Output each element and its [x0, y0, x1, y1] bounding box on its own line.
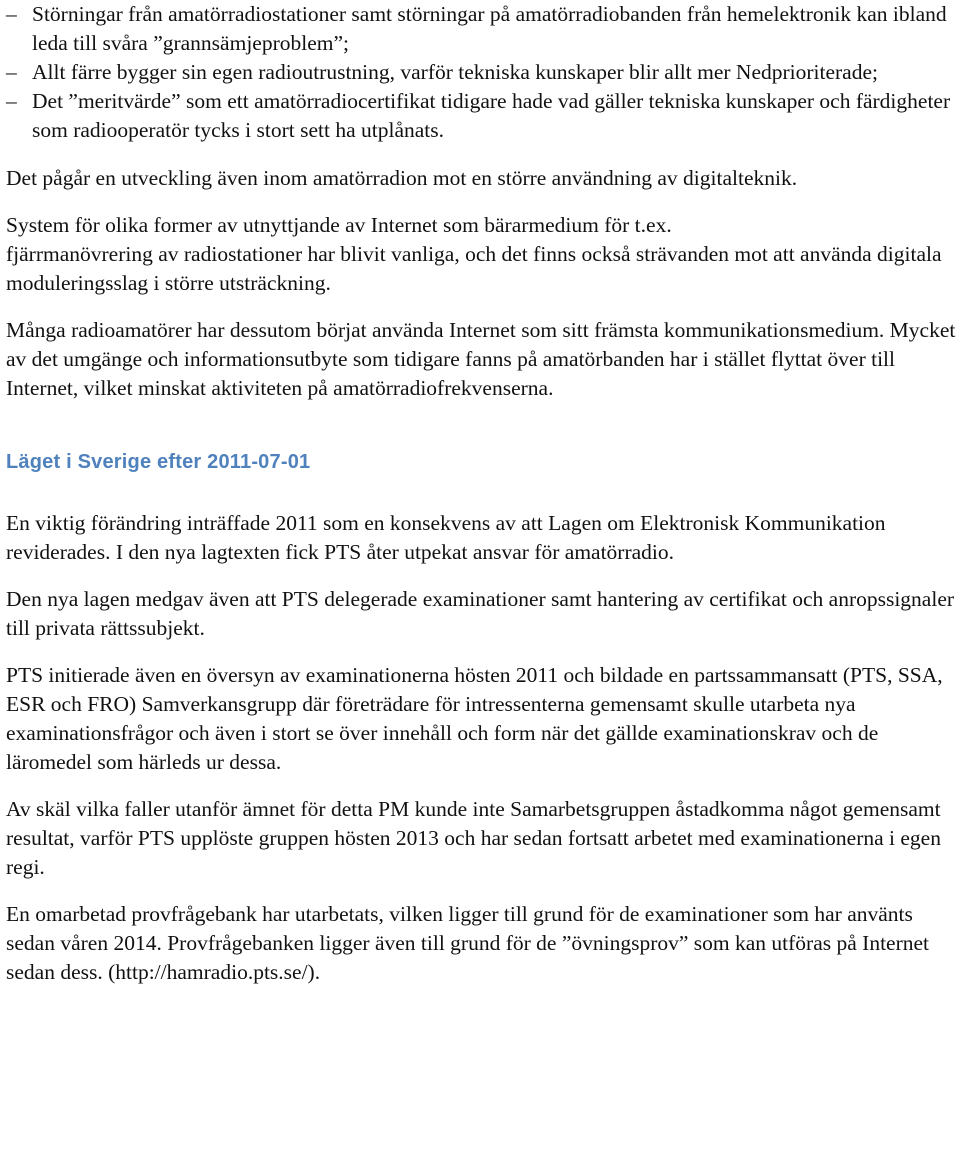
paragraph-digitalteknik: Det pågår en utveckling även inom amatörradion mot en större användning av digitalteknik. — [6, 166, 798, 190]
dash-bullet: – — [6, 60, 17, 84]
list-item-text: Det ”meritvärde” som ett amatörradiocertifikat tidigare hade vad gäller tekniska kunskaper och färdigheter som radiooperatör tycks i stort sett ha utplånats. — [32, 89, 951, 142]
paragraph-samarbetsgruppen: Av skäl vilka faller utanför ämnet för detta PM kunde inte Samarbetsgruppen åstadkomma något gemensamt resultat, varför PTS upplöste gruppen hösten 2013 och har sedan fortsatt arbetet med examinationerna i egen regi. — [6, 797, 941, 879]
dash-list — [6, 0, 956, 145]
paragraph-oversyn-examinationer: PTS initierade även en översyn av examinationerna hösten 2011 och bildade en partssammansatt (PTS, SSA, ESR och FRO) Samverkansgrupp där företrädare för intressenterna gemensamt skulle utarbeta nya examinationsfrågor och även i stort se över innehåll och form när det gällde examinationskrav och de läromedel som härleds ur dessa. — [6, 663, 943, 774]
dash-bullet: – — [6, 89, 17, 113]
list-item — [6, 0, 956, 58]
paragraph-internet-system-line: System för olika former av utnyttjande av Internet som bärarmedium för t.ex. — [6, 213, 672, 237]
paragraph-radioamatorer-internet: Många radioamatörer har dessutom börjat använda Internet som sitt främsta kommunikationsmedium. Mycket av det umgänge och informationsutbyte som tidigare fanns på amatörbanden har i stället flyttat över till Internet, vilket minskat aktiviteten på amatörradiofrekvenserna. — [6, 318, 956, 400]
paragraph-fjarrmanovrering: fjärrmanövrering av radiostationer har blivit vanliga, och det finns också strävanden mot att använda digitala moduleringsslag i större utsträckning. — [6, 242, 942, 295]
list-item-text: Störningar från amatörradiostationer samt störningar på amatörradiobanden från hemelektronik kan ibland leda till svåra ”grannsämjeproblem”; — [32, 2, 947, 55]
list-item — [6, 87, 956, 145]
section-heading: Läget i Sverige efter 2011-07-01 — [6, 451, 311, 473]
list-item-text: Allt färre bygger sin egen radioutrustning, varför tekniska kunskaper blir allt mer Nedprioriterade; — [32, 60, 878, 84]
paragraph-provfragebank: En omarbetad provfrågebank har utarbetats, vilken ligger till grund för de examinationer som har använts sedan våren 2014. Provfrågebanken ligger även till grund för de ”övningsprov” som kan utföras på Internet sedan dess. (http://hamradio.pts.se/). — [6, 902, 930, 984]
document-page — [6, 0, 956, 987]
dash-bullet: – — [6, 2, 17, 26]
paragraph-lagen-reviderades: En viktig förändring inträffade 2011 som en konsekvens av att Lagen om Elektronisk Kommunikation reviderades. I den nya lagtexten fick PTS åter utpekat ansvar för amatörradio. — [6, 511, 886, 564]
list-item — [6, 58, 956, 87]
paragraph-nya-lagen: Den nya lagen medgav även att PTS delegerade examinationer samt hantering av certifikat och anropssignaler till privata rättssubjekt. — [6, 587, 955, 640]
